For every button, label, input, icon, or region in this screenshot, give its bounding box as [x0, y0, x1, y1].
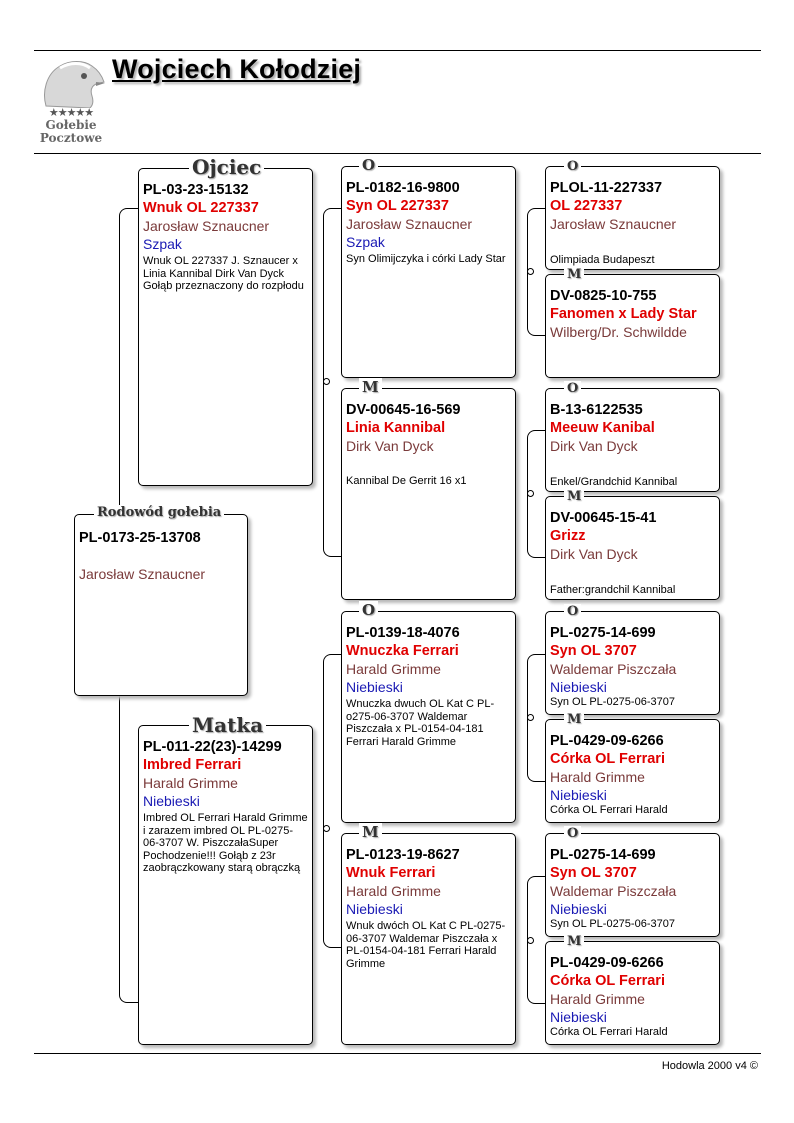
breeder: Dirk Van Dyck — [346, 438, 434, 454]
logo — [36, 56, 108, 148]
color: Szpak — [346, 234, 385, 250]
ring-number: PL-0429-09-6266 — [550, 955, 664, 971]
connector-dam — [323, 654, 342, 948]
notes: Wnuk dwóch OL Kat C PL-0275-06-3707 Waldemar Piszczała x PL-0154-04-181 Ferrari Harald Grimme — [346, 920, 506, 970]
connector-node — [527, 714, 534, 721]
pigeon-card-sds[interactable] — [545, 388, 720, 492]
breeder: Harald Grimme — [550, 769, 645, 785]
breeder: Waldemar Piszczała — [550, 661, 677, 677]
pigeon-card-dsd[interactable] — [545, 719, 720, 823]
tag-pedigree: Rodowód gołebia — [94, 505, 224, 520]
color: Niebieski — [550, 1009, 607, 1025]
pigeon-card-dds[interactable] — [545, 833, 720, 937]
pigeon-card-sire[interactable] — [138, 168, 313, 486]
notes: Olimpiada Budapeszt — [550, 253, 655, 266]
pigeon-head-icon — [36, 56, 106, 108]
pigeon-name: Syn OL 227337 — [346, 198, 449, 214]
breeder: Jarosław Sznaucner — [346, 216, 473, 232]
pigeon-name: Córka OL Ferrari — [550, 973, 665, 989]
pigeon-name: Fanomen x Lady Star — [550, 306, 697, 322]
ring-number: PL-0429-09-6266 — [550, 733, 664, 749]
ring-number: PL-011-22(23)-14299 — [143, 739, 282, 755]
footer-rule — [34, 1053, 761, 1054]
pigeon-card-ssd[interactable] — [545, 274, 720, 378]
tag-o: O — [564, 826, 581, 841]
pigeon-name: Syn OL 3707 — [550, 643, 637, 659]
pigeon-card-ds[interactable] — [341, 611, 516, 823]
rating-stars: ★★★★★ — [48, 107, 94, 119]
notes: Kannibal De Gerrit 16 x1 — [346, 475, 467, 487]
pigeon-name: Imbred Ferrari — [143, 757, 242, 773]
connector-node — [527, 490, 534, 497]
ring-number: DV-00645-16-569 — [346, 402, 461, 418]
breeder: Jarosław Sznaucner — [79, 566, 206, 582]
notes: Enkel/Grandchid Kannibal — [550, 475, 678, 488]
top-rule — [34, 50, 761, 51]
pigeon-name: Linia Kannibal — [346, 420, 446, 436]
pigeon-card-subject[interactable] — [74, 514, 248, 696]
pigeon-name: OL 227337 — [550, 198, 623, 214]
pigeon-card-dss[interactable] — [545, 611, 720, 715]
color: Niebieski — [550, 787, 607, 803]
tag-sire: Ojciec — [189, 155, 264, 179]
pigeon-card-dam[interactable] — [138, 725, 313, 1045]
ring-number: PL-03-23-15132 — [143, 182, 249, 198]
notes: Wnuk OL 227337 J. Sznaucer x Linia Kannibal Dirk Van Dyck Gołąb przeznaczony do rozpłodu — [143, 255, 304, 292]
breeder: Dirk Van Dyck — [550, 438, 638, 454]
breeder: Harald Grimme — [346, 883, 441, 899]
tag-m: M — [359, 378, 382, 396]
ring-number: PL-0275-14-699 — [550, 847, 656, 863]
ring-number: PL-0139-18-4076 — [346, 625, 460, 641]
color: Niebieski — [550, 901, 607, 917]
pigeon-card-sdd[interactable] — [545, 496, 720, 600]
tag-o: O — [359, 156, 378, 174]
pigeon-name: Grizz — [550, 528, 586, 544]
ring-number: PLOL-11-227337 — [550, 180, 663, 196]
notes: Córka OL Ferrari Harald — [550, 804, 668, 816]
notes: Syn OL PL-0275-06-3707 — [550, 696, 675, 708]
connector-node — [527, 937, 534, 944]
tag-o: O — [564, 159, 581, 174]
ring-number: B-13-6122535 — [550, 402, 643, 418]
tag-m: M — [564, 934, 584, 949]
connector-node — [323, 378, 330, 385]
ring-number: PL-0182-16-9800 — [346, 180, 460, 196]
ring-number: PL-0123-19-8627 — [346, 847, 460, 863]
pigeon-name: Meeuw Kanibal — [550, 420, 655, 436]
color: Niebieski — [346, 679, 403, 695]
breeder: Harald Grimme — [143, 775, 238, 791]
notes: Syn Olimijczyka i córki Lady Star — [346, 253, 506, 265]
color: Niebieski — [550, 679, 607, 695]
logo-text-1: Gołebie — [45, 118, 97, 132]
notes: Wnuczka dwuch OL Kat C PL-o275-06-3707 Waldemar Piszczała x PL-0154-04-181 Ferrari Harald Grimme — [346, 698, 495, 748]
pigeon-name: Wnuk Ferrari — [346, 865, 436, 881]
tag-dam: Matka — [189, 713, 266, 737]
pigeon-card-ddd[interactable] — [545, 941, 720, 1045]
breeder: Jarosław Sznaucner — [143, 218, 270, 234]
pigeon-card-sss[interactable] — [545, 166, 720, 270]
color: Niebieski — [143, 793, 200, 809]
notes: Imbred OL Ferrari Harald Grimme i zarazem imbred OL PL-0275-06-3707 W. PiszczałaSuper Pochodzenie!!! Gołąb z 23r zaobrączkowany starą obrączką — [143, 812, 308, 874]
color: Niebieski — [346, 901, 403, 917]
tag-m: M — [359, 823, 382, 841]
ring-number: DV-0825-10-755 — [550, 288, 657, 304]
connector-node — [527, 268, 534, 275]
tag-o: O — [359, 601, 378, 619]
pigeon-name: Wnuk OL 227337 — [143, 200, 259, 216]
tag-m: M — [564, 712, 584, 727]
pigeon-name: Syn OL 3707 — [550, 865, 637, 881]
pigeon-name: Wnuczka Ferrari — [346, 643, 459, 659]
connector-node — [323, 825, 330, 832]
breeder: Harald Grimme — [346, 661, 441, 677]
tag-m: M — [564, 267, 584, 282]
pigeon-card-ss[interactable] — [341, 166, 516, 378]
breeder: Dirk Van Dyck — [550, 546, 638, 562]
ring-number: DV-00645-15-41 — [550, 510, 657, 526]
notes: Father:grandchil Kannibal — [550, 583, 676, 596]
page-title: Wojciech Kołodziej — [112, 54, 362, 84]
tag-o: O — [564, 604, 581, 619]
breeder: Wilberg/Dr. Schwildde — [550, 324, 687, 340]
logo-text-2: Pocztowe — [39, 131, 103, 145]
ring-number: PL-0173-25-13708 — [79, 530, 201, 546]
header-rule — [34, 153, 761, 154]
ring-number: PL-0275-14-699 — [550, 625, 656, 641]
footer-credit: Hodowla 2000 v4 © — [661, 1060, 758, 1072]
breeder: Waldemar Piszczała — [550, 883, 677, 899]
breeder: Harald Grimme — [550, 991, 645, 1007]
notes: Córka OL Ferrari Harald — [550, 1026, 668, 1038]
pigeon-card-sd[interactable] — [341, 388, 516, 600]
breeder: Jarosław Sznaucner — [550, 216, 677, 232]
pigeon-name: Córka OL Ferrari — [550, 751, 665, 767]
pigeon-card-dd[interactable] — [341, 833, 516, 1045]
tag-o: O — [564, 381, 581, 396]
tag-m: M — [564, 489, 584, 504]
color: Szpak — [143, 236, 182, 252]
notes: Syn OL PL-0275-06-3707 — [550, 918, 675, 930]
